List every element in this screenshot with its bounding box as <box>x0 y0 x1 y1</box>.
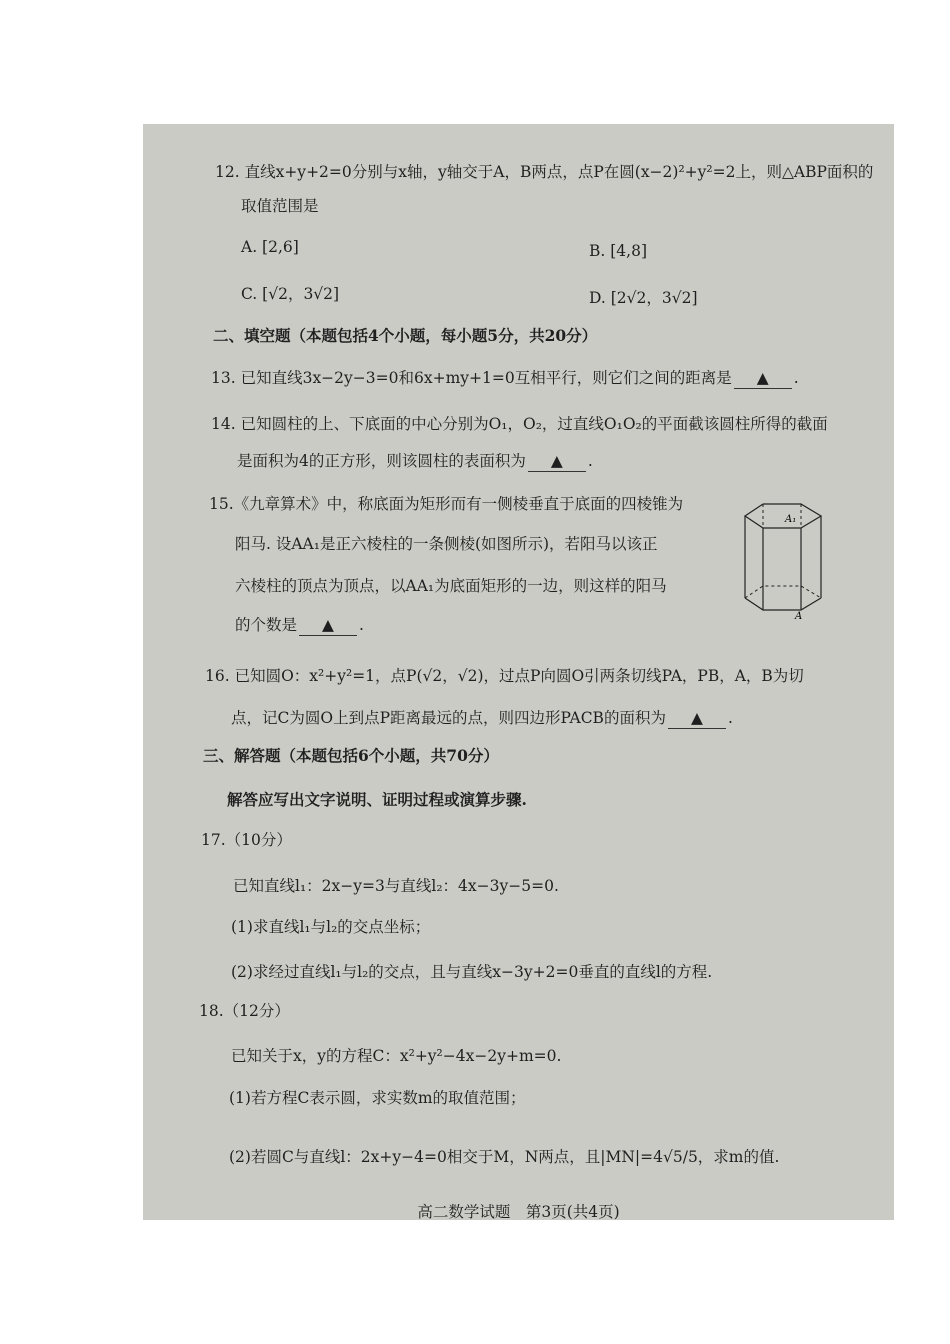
q12-option-c: C. [√2，3√2] <box>241 285 340 303</box>
q17-part1: (1)求直线l₁与l₂的交点坐标； <box>231 918 431 936</box>
q15-text: 的个数是 <box>235 616 298 634</box>
page-footer: 高二数学试题 第3页(共4页) <box>417 1203 620 1221</box>
q12-line1: 12. 直线x+y+2=0分别与x轴，y轴交于A，B两点，点P在圆(x−2)²+y²=2上，则△ABP面积的 <box>215 163 874 181</box>
q15-line4 <box>235 615 364 636</box>
q16-text: 点，记C为圆O上到点P距离最远的点，则四边形PACB的面积为 <box>231 709 666 727</box>
q15-line3: 六棱柱的顶点为顶点，以AA₁为底面矩形的一边，则这样的阳马 <box>235 577 667 595</box>
section-3-note: 解答应写出文字说明、证明过程或演算步骤. <box>227 790 527 809</box>
q15-answer-blank: ▲ <box>299 615 357 636</box>
q14-text: 是面积为4的正方形，则该圆柱的表面积为 <box>237 452 526 470</box>
q18-part1: (1)若方程C表示圆，求实数m的取值范围； <box>229 1089 526 1107</box>
q14-period: . <box>587 452 593 470</box>
q16-period: . <box>727 709 733 727</box>
q15-line2: 阳马. 设AA₁是正六棱柱的一条侧棱(如图所示)，若阳马以该正 <box>235 535 658 553</box>
q14-line1: 14. 已知圆柱的上、下底面的中心分别为O₁，O₂，过直线O₁O₂的平面截该圆柱所得的截面 <box>211 415 828 433</box>
q12-line2: 取值范围是 <box>241 197 319 215</box>
q13-answer-blank: ▲ <box>734 368 792 389</box>
q14-answer-blank: ▲ <box>528 451 586 472</box>
q18-stem: 已知关于x，y的方程C：x²+y²−4x−2y+m=0. <box>231 1047 562 1065</box>
q15-period: . <box>359 616 364 634</box>
q15-line1: 15.《九章算术》中，称底面为矩形而有一侧棱垂直于底面的四棱锥为 <box>209 495 684 513</box>
q17-heading: 17.（10分） <box>201 831 292 849</box>
exam-page <box>143 124 894 1220</box>
q16-line1: 16. 已知圆O：x²+y²=1，点P(√2，√2)，过点P向圆O引两条切线PA，PB，A，B为切 <box>205 667 804 685</box>
q12-option-d: D. [2√2，3√2] <box>589 289 698 307</box>
q12-option-a: A. [2,6] <box>241 238 299 256</box>
q17-stem: 已知直线l₁：2x−y=3与直线l₂：4x−3y−5=0. <box>233 877 559 895</box>
q18-heading: 18.（12分） <box>199 1002 290 1020</box>
q12-option-b: B. [4,8] <box>589 242 647 260</box>
q13 <box>211 368 799 389</box>
q13-period: . <box>793 369 799 387</box>
q16-line2 <box>231 708 733 729</box>
q14-line2 <box>237 451 593 472</box>
section-3-heading: 三、解答题（本题包括6个小题，共70分） <box>203 746 499 765</box>
q13-text: 13. 已知直线3x−2y−3=0和6x+my+1=0互相平行，则它们之间的距离是 <box>211 369 732 387</box>
q16-answer-blank: ▲ <box>668 708 726 729</box>
hexagonal-prism-figure <box>743 498 823 620</box>
label-a: A <box>795 611 803 620</box>
section-2-heading: 二、填空题（本题包括4个小题，每小题5分，共20分） <box>213 326 598 345</box>
q18-part2: (2)若圆C与直线l：2x+y−4=0相交于M，N两点，且|MN|=4√5/5，求m的值. <box>229 1148 780 1166</box>
q17-part2: (2)求经过直线l₁与l₂的交点，且与直线x−3y+2=0垂直的直线l的方程. <box>231 963 713 981</box>
label-a1: A₁ <box>785 514 797 525</box>
